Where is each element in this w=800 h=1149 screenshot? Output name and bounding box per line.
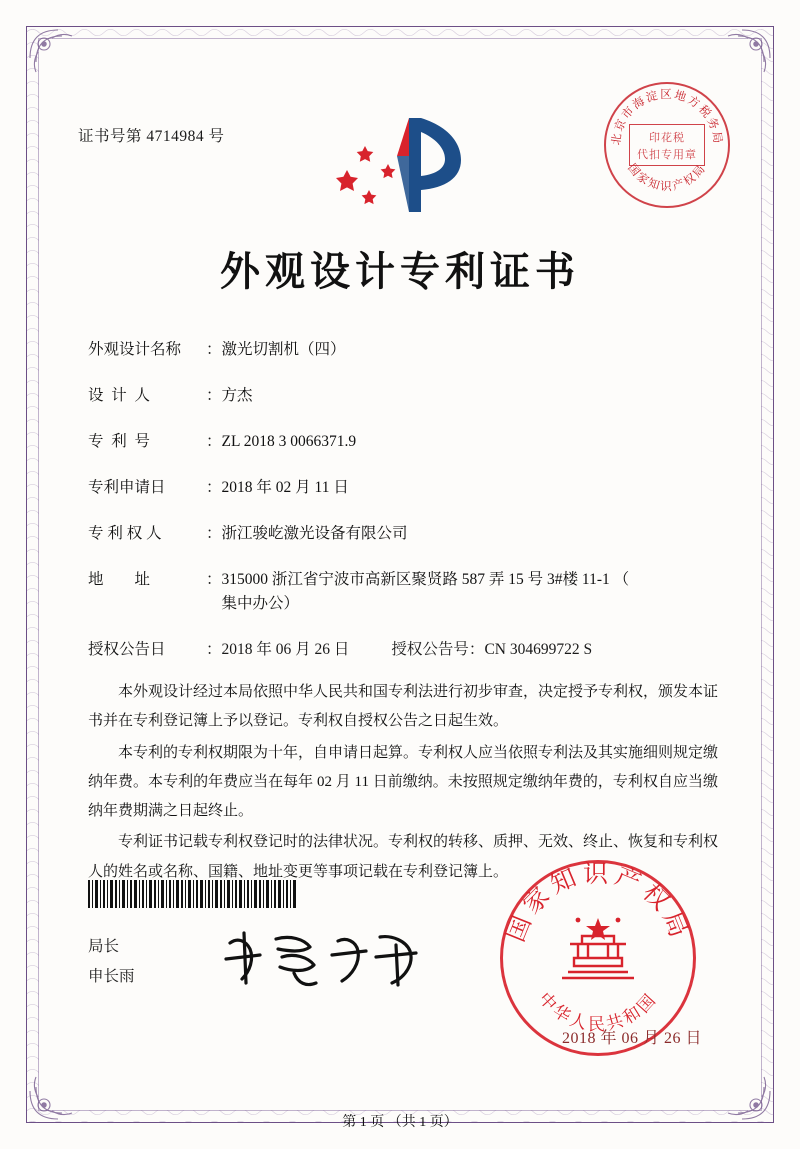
tax-stamp-line2: 代扣专用章 — [637, 148, 697, 161]
signature-block — [88, 932, 135, 992]
tax-stamp-inner-box — [629, 124, 705, 166]
value-address — [222, 568, 720, 616]
tax-stamp — [604, 82, 730, 208]
tax-stamp-arc-bottom: 国家知识产权局 — [625, 162, 709, 193]
colon-application-date: ： — [206, 479, 222, 497]
colon-grant-date: ： — [206, 641, 222, 659]
value-address-line1: 315000 浙江省宁波市高新区聚贤路 587 弄 15 号 3#楼 11-1 （ — [221, 571, 630, 589]
value-grant-number: CN 304699722 S — [484, 641, 593, 659]
grant-number-pair — [391, 638, 592, 662]
legal-paragraph-2: 本专利的专利权期限为十年，自申请日起算。专利权人应当依照专利法及其实施细则规定缴纳年费。本专利的年费应当在每年 02 月 11 日前缴纳。未按照规定缴纳年费的，专利权自应当缴纳年费期满之日起终止。 — [88, 744, 719, 819]
legal-paragraph-1: 本外观设计经过本局依照中华人民共和国专利法进行初步审查，决定授予专利权，颁发本证书并在专利登记簿上予以登记。专利权自授权公告之日起生效。 — [88, 684, 719, 730]
seal-date: 2018 年 06 月 26 日 — [561, 1030, 702, 1047]
seal-arc-bottom: 中华人民共和国 — [534, 988, 662, 1034]
field-row-patent-number — [88, 430, 720, 454]
tax-stamp-line1: 印花税 — [649, 131, 685, 144]
label-designer: 设 计 人 — [88, 387, 151, 405]
signature-name: 申长雨 — [88, 968, 135, 986]
certificate-number: 证书号第 4714984 号 — [78, 128, 225, 145]
label-application-date: 专利申请日 — [88, 479, 166, 497]
value-application-date: 2018 年 02 月 11 日 — [221, 479, 349, 497]
field-row-designer — [88, 384, 720, 408]
value-patent-number: ZL 2018 3 0066371.9 — [221, 433, 357, 451]
legal-paragraph-3: 专利证书记载专利权登记时的法律状况。专利权的转移、质押、无效、终止、恢复和专利权人的姓名或名称、国籍、地址变更等事项记载在专利登记簿上。 — [88, 834, 719, 880]
tax-stamp-arc-top: 北京市海淀区地方税务局 — [610, 89, 724, 146]
label-address: 地 址 — [88, 571, 151, 589]
label-patentee: 专 利 权 人 — [88, 525, 162, 543]
colon-address: ： — [206, 571, 222, 589]
signature-role: 局长 — [88, 938, 120, 955]
label-patent-number: 专 利 号 — [88, 433, 151, 451]
colon-grant-number: ： — [468, 641, 485, 659]
label-grant-date: 授权公告日 — [88, 641, 166, 659]
colon-patentee: ： — [206, 525, 222, 543]
seal-arc-top: 国家知识产权局 — [502, 861, 694, 946]
value-design-name: 激光切割机（四） — [221, 341, 346, 358]
page-title: 外观设计专利证书 — [220, 248, 580, 295]
colon-designer: ： — [206, 387, 222, 405]
cnipa-logo-icon — [335, 112, 465, 218]
handwritten-signature — [220, 925, 430, 995]
colon-patent-number: ： — [206, 433, 222, 451]
legal-text — [88, 678, 718, 889]
label-grant-number: 授权公告号 — [391, 641, 469, 659]
field-list — [88, 338, 720, 680]
colon-design-name: ： — [206, 341, 222, 358]
field-row-design-name — [88, 338, 720, 362]
certificate-content — [70, 70, 730, 1089]
field-row-address — [88, 568, 720, 616]
field-row-grant — [88, 638, 720, 662]
label-design-name: 外观设计名称 — [88, 341, 182, 358]
value-grant-date: 2018 年 06 月 26 日 — [221, 641, 350, 659]
value-address-line2: 集中办公） — [221, 595, 300, 613]
barcode — [88, 880, 298, 908]
value-patentee: 浙江骏屹激光设备有限公司 — [221, 525, 408, 543]
value-designer: 方杰 — [221, 387, 253, 405]
field-row-application-date — [88, 476, 720, 500]
page-footer: 第 1 页 （共 1 页） — [342, 1115, 458, 1130]
field-row-patentee — [88, 522, 720, 546]
svg-text:国家知识产权局 — [625, 161, 709, 193]
